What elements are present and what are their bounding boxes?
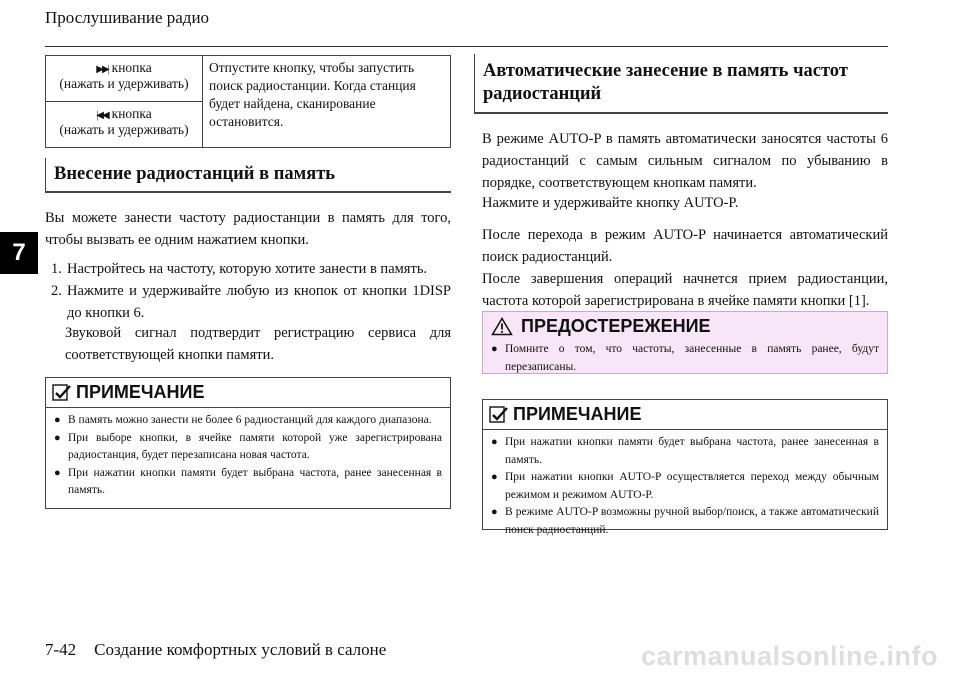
list-item	[54, 412, 442, 430]
bullet-icon: ●	[54, 431, 61, 444]
list-item	[491, 504, 879, 539]
auto-p2	[482, 192, 888, 214]
header-divider	[45, 46, 888, 47]
note-body	[483, 430, 887, 545]
note-title: ПРИМЕЧАНИЕ	[513, 404, 642, 424]
auto-p2-text: Нажмите и удерживайте кнопку AUTO-P.	[482, 195, 739, 211]
auto-p1-text: В режиме AUTO-P в память автоматически заносятся частоты 6 радиостанций с самым сильным сигналом по убыванию в порядке, соответствующем кнопкам памяти.	[482, 131, 888, 191]
caution-body	[483, 341, 887, 382]
note-check-icon	[52, 384, 72, 402]
section-title-store: Внесение радиостанций в память	[45, 158, 451, 193]
section-title-auto: Автоматические занесение в память частот радиостанций	[474, 54, 888, 114]
step-item	[51, 258, 451, 280]
step-number: 2.	[51, 283, 62, 299]
note-text: При нажатии кнопки памяти будет выбрана частота, ранее занесенная в память.	[505, 436, 879, 466]
bullet-icon: ●	[54, 414, 61, 426]
page-header-title: Прослушивание радио	[45, 8, 210, 27]
note-text: При нажатии кнопки памяти будет выбрана частота, ранее занесенная в память.	[68, 466, 442, 496]
note-box-left	[45, 377, 451, 509]
note-text: При нажатии кнопки AUTO-P осуществляется переход между обычным режимом и режимом AUTO-P.	[505, 471, 879, 501]
caution-text: Помните о том, что частоты, занесенные в память ранее, будут перезаписаны.	[505, 343, 879, 373]
bullet-icon: ●	[491, 343, 498, 355]
caution-header	[483, 312, 887, 341]
note-check-icon	[489, 406, 509, 424]
step-item	[51, 280, 451, 324]
chapter-tab: 7	[0, 232, 38, 274]
store-intro-text: Вы можете занести частоту радиостанции в память для того, чтобы вызвать ее одним нажатием кнопки.	[45, 210, 451, 248]
list-item	[54, 430, 442, 465]
page-footer	[45, 640, 386, 660]
auto-p4-text: После завершения операций начнется прием радиостанции, частота которой зарегистрирована в ячейке памяти кнопки [1].	[482, 271, 888, 309]
button-table	[45, 55, 451, 148]
bullet-icon: ●	[491, 471, 498, 483]
store-intro	[45, 207, 451, 251]
store-confirm-text: Звуковой сигнал подтвердит регистрацию сервиса для соответствующей кнопки памяти.	[65, 325, 451, 363]
watermark: carmanualsonline.info	[640, 641, 938, 671]
note-header	[483, 400, 887, 430]
button-action: (нажать и удерживать)	[59, 76, 189, 91]
note-body	[46, 408, 450, 506]
auto-p1	[482, 128, 888, 194]
store-steps	[51, 258, 451, 324]
note-text: В режиме AUTO-P возможны ручной выбор/поиск, а также автоматический поиск радиостанций.	[505, 506, 879, 536]
button-cell-forward	[46, 56, 203, 102]
skip-back-icon: |◀◀	[96, 110, 108, 121]
list-item	[54, 465, 442, 500]
footer-title: Создание комфортных условий в салоне	[94, 640, 387, 659]
list-item	[491, 341, 879, 376]
list-item	[491, 469, 879, 504]
button-label: кнопка	[111, 106, 152, 121]
bullet-icon: ●	[54, 466, 61, 479]
step-number: 1.	[51, 261, 62, 277]
bullet-icon: ●	[491, 506, 498, 518]
list-item	[491, 434, 879, 469]
caution-title: ПРЕДОСТЕРЕЖЕНИЕ	[521, 316, 711, 336]
button-description: Отпустите кнопку, чтобы запустить поиск радиостанции. Когда станция будет найдена, сканирование остановится.	[203, 56, 451, 148]
page-number: 7-42	[45, 640, 77, 659]
note-text: В память можно занести не более 6 радиостанций для каждого диапазона.	[68, 414, 432, 426]
caution-box	[482, 311, 888, 374]
store-confirm	[65, 322, 451, 366]
warning-triangle-icon	[491, 317, 513, 336]
step-text: Нажмите и удерживайте любую из кнопок от кнопки 1DISP до кнопки 6.	[67, 283, 451, 321]
table-row	[46, 56, 451, 102]
auto-p3	[482, 224, 888, 312]
note-box-right	[482, 399, 888, 536]
button-label: кнопка	[111, 60, 152, 75]
note-header	[46, 378, 450, 408]
note-title: ПРИМЕЧАНИЕ	[76, 382, 205, 402]
button-cell-back	[46, 102, 203, 148]
note-text: При выборе кнопки, в ячейке памяти которой уже зарегистрирована радиостанция, будет перезаписана новая частота.	[68, 431, 442, 461]
bullet-icon: ●	[491, 436, 498, 448]
button-action: (нажать и удерживать)	[59, 122, 189, 137]
auto-p3-text: После перехода в режим AUTO-P начинается автоматический поиск радиостанций.	[482, 227, 888, 265]
step-text: Настройтесь на частоту, которую хотите занести в память.	[67, 261, 428, 277]
skip-forward-icon: ▶▶|	[96, 64, 108, 75]
